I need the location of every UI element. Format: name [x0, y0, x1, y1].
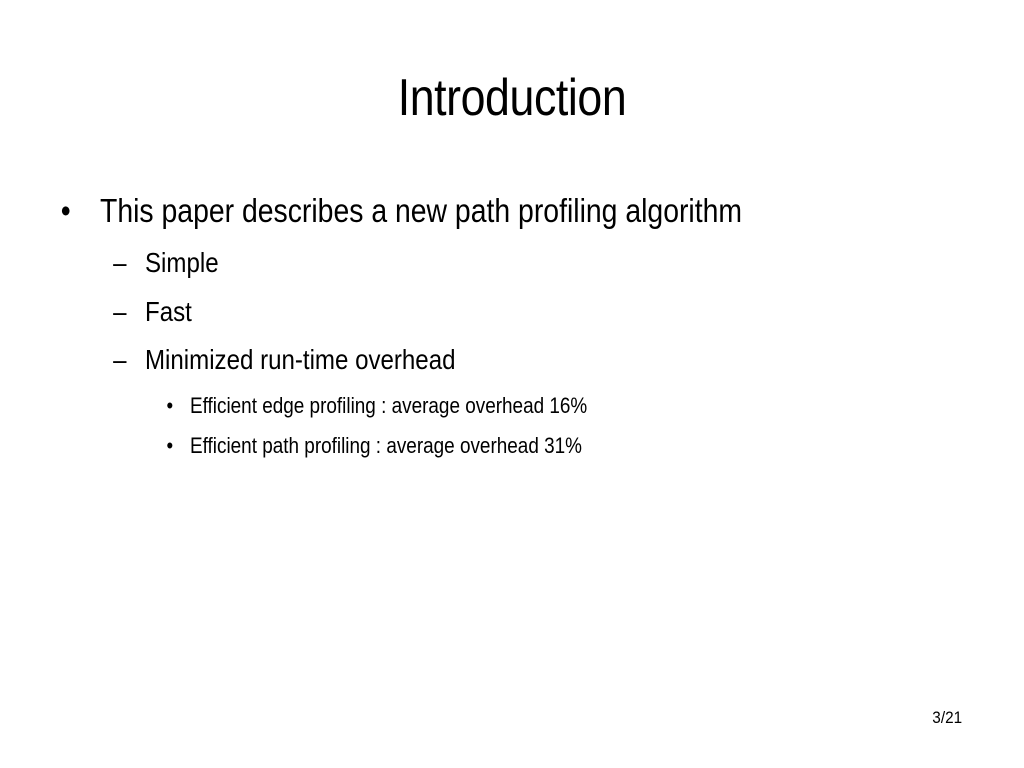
bullet-text: This paper describes a new path profiling algorithm [100, 192, 743, 229]
page-number: 3/21 [932, 708, 962, 727]
sub-sub-bullet-path-profiling: Efficient path profiling : average overhead 31% [190, 433, 582, 458]
sub-bullet-marker: – [113, 296, 127, 327]
slide-title: Introduction [397, 69, 627, 127]
sub-bullet-simple: Simple [145, 247, 219, 278]
sub-sub-bullet-marker: • [166, 393, 174, 418]
sub-bullet-marker: – [113, 247, 127, 278]
sub-sub-bullet-edge-profiling: Efficient edge profiling : average overhead 16% [190, 393, 588, 418]
bullet-marker: • [60, 192, 71, 229]
sub-bullet-overhead: Minimized run-time overhead [145, 344, 456, 375]
sub-sub-bullet-marker: • [166, 433, 174, 458]
sub-bullet-marker: – [113, 344, 127, 375]
sub-bullet-fast: Fast [145, 296, 192, 327]
